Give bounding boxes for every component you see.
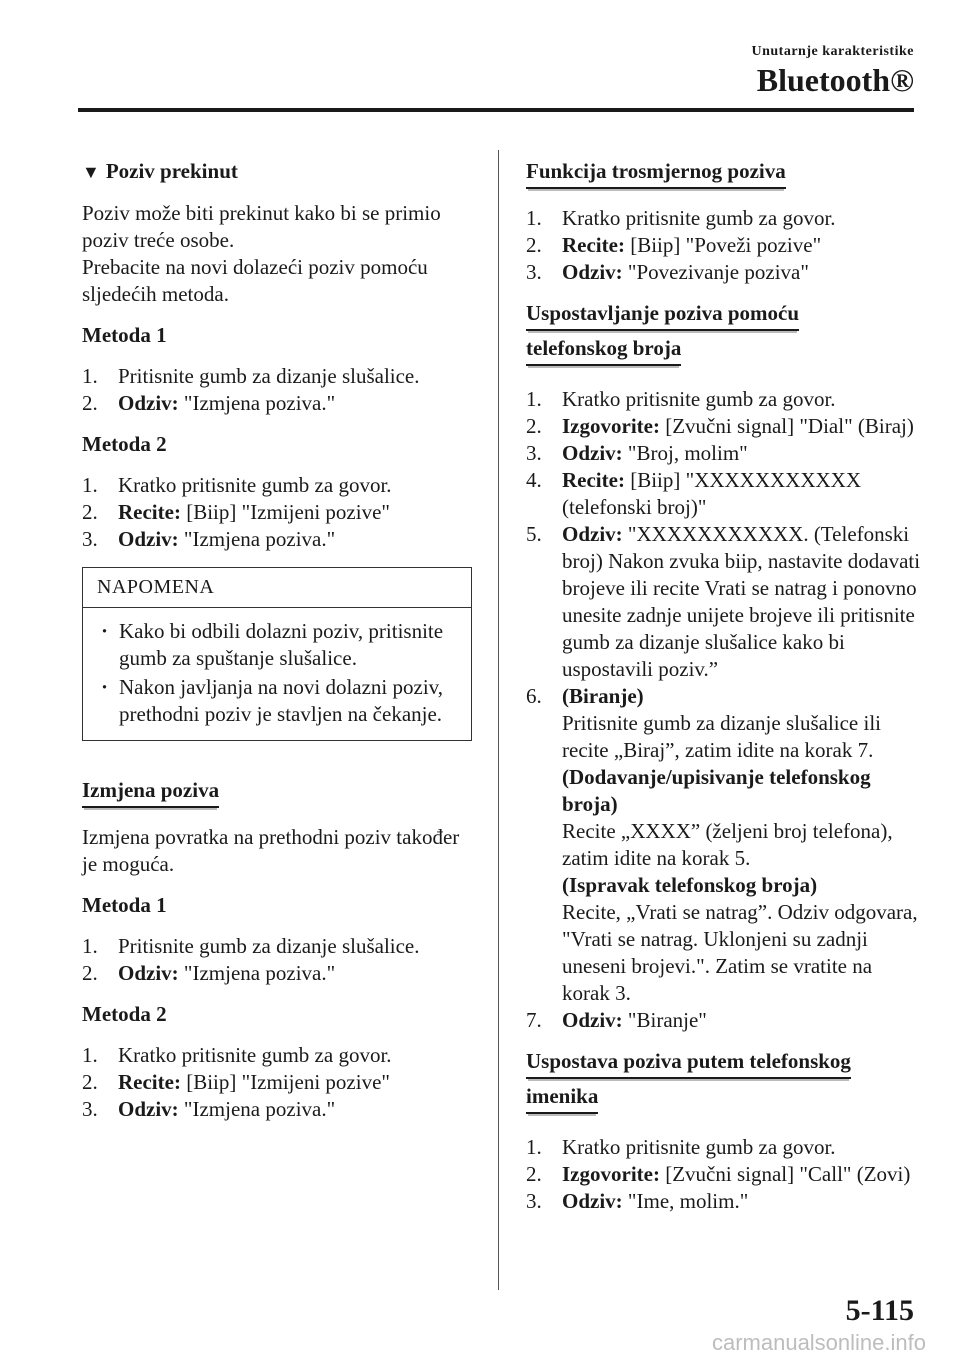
note-item: · Nakon javljanja na novi dolazni poziv, prethodni poziv je stavljen na čekanje. bbox=[101, 675, 444, 726]
step-item: 1. Kratko pritisnite gumb za govor. bbox=[526, 1135, 836, 1159]
step-list bbox=[526, 1134, 921, 1215]
triangle-icon: ▼ bbox=[82, 162, 100, 182]
left-column bbox=[82, 158, 472, 1137]
subsection-title-block bbox=[526, 1048, 921, 1118]
note-item: · Kako bi odbili dolazni poziv, pritisnite gumb za spuštanje slušalice. bbox=[101, 619, 444, 670]
step-item: 1. Pritisnite gumb za dizanje slušalice. bbox=[82, 934, 420, 958]
section-title: ▼ Poziv prekinut bbox=[82, 159, 238, 183]
step-item: 1. Kratko pritisnite gumb za govor. bbox=[526, 206, 836, 230]
step-item: 3. Odziv: "Izmjena poziva." bbox=[82, 527, 336, 551]
step-item: 1. Kratko pritisnite gumb za govor. bbox=[82, 1043, 392, 1067]
step-item: 1. Pritisnite gumb za dizanje slušalice. bbox=[82, 364, 420, 388]
intro-paragraph: Prebacite na novi dolazeći poziv pomoću sljedećih metoda. bbox=[82, 255, 428, 306]
right-column bbox=[526, 158, 921, 1229]
step-item: 6. (Biranje) Pritisnite gumb za dizanje slušalice ili recite „Biraj”, zatim idite na korak 7. (Dodavanje/upisivanje telefonskog broja) Recite „XXXX” (željeni broj telefona), zatim idite na korak 5. (Ispravak telefonskog broja) Recite, „Vrati se natrag”. Odziv odgovara, "Vrati se natrag. Uklonjeni su zadnji uneseni brojevi.". Zatim se vratite na korak 3. bbox=[526, 684, 918, 1005]
step-item: 5. Odziv: "XXXXXXXXXXX. (Telefonski broj) Nakon zvuka biip, nastavite dodavati brojeve ili recite Vrati se natrag i ponovno unesite zadnje unijete brojeve ili pritisnite gumb za dizanje slušalice kako bi uspostavili poziv.” bbox=[526, 522, 921, 681]
step-item: 3. Odziv: "Broj, molim" bbox=[526, 441, 748, 465]
subsection-title: Uspostavljanje poziva pomoću bbox=[526, 300, 799, 331]
step-item: 3. Odziv: "Ime, molim." bbox=[526, 1189, 749, 1213]
header-title: Bluetooth® bbox=[756, 62, 914, 98]
subsection-title: telefonskog broja bbox=[526, 335, 681, 366]
step-item: 1. Kratko pritisnite gumb za govor. bbox=[526, 387, 836, 411]
paragraph: Izmjena povratka na prethodni poziv također je moguća. bbox=[82, 825, 460, 876]
step-item: 4. Recite: [Biip] "XXXXXXXXXXX (telefonski broj)" bbox=[526, 468, 862, 519]
step-list bbox=[526, 205, 921, 286]
step-item: 7. Odziv: "Biranje" bbox=[526, 1008, 707, 1032]
step-item: 2. Izgovorite: [Zvučni signal] "Dial" (Biraj) bbox=[526, 414, 914, 438]
subsection-title-block bbox=[526, 300, 921, 370]
note-heading: NAPOMENA bbox=[83, 568, 471, 608]
step-item: 2. Recite: [Biip] "Izmijeni pozive" bbox=[82, 1070, 390, 1094]
step-item: 2. Recite: [Biip] "Izmijeni pozive" bbox=[82, 500, 390, 524]
method-heading: Metoda 1 bbox=[82, 893, 167, 917]
subsection-title: Funkcija trosmjernog poziva bbox=[526, 158, 786, 189]
method-heading: Metoda 2 bbox=[82, 432, 167, 456]
method-heading: Metoda 1 bbox=[82, 323, 167, 347]
step-list bbox=[82, 472, 472, 553]
page-number: 5-115 bbox=[845, 1294, 914, 1327]
step-item: 3. Odziv: "Izmjena poziva." bbox=[82, 1097, 336, 1121]
subsection-title: Izmjena poziva bbox=[82, 777, 219, 808]
step-item: 3. Odziv: "Povezivanje poziva" bbox=[526, 260, 809, 284]
intro-paragraph: Poziv može biti prekinut kako bi se primio poziv treće osobe. bbox=[82, 201, 441, 252]
subsection-title: imenika bbox=[526, 1083, 598, 1114]
step-item: 2. Recite: [Biip] "Poveži pozive" bbox=[526, 233, 822, 257]
step-list bbox=[82, 933, 472, 987]
step-list bbox=[82, 363, 472, 417]
watermark: carmanualsonline.info bbox=[711, 1330, 926, 1355]
column-divider bbox=[498, 150, 499, 1290]
step-list bbox=[82, 1042, 472, 1123]
note-box bbox=[82, 567, 472, 741]
subsection-title: Uspostava poziva putem telefonskog bbox=[526, 1048, 851, 1079]
step-item: 1. Kratko pritisnite gumb za govor. bbox=[82, 473, 392, 497]
step-item: 2. Odziv: "Izmjena poziva." bbox=[82, 961, 336, 985]
method-heading: Metoda 2 bbox=[82, 1002, 167, 1026]
header-rule bbox=[78, 108, 914, 112]
step-list bbox=[526, 386, 921, 1034]
step-item: 2. Izgovorite: [Zvučni signal] "Call" (Zovi) bbox=[526, 1162, 911, 1186]
header-section: Unutarnje karakteristike bbox=[751, 44, 914, 59]
step-item: 2. Odziv: "Izmjena poziva." bbox=[82, 391, 336, 415]
